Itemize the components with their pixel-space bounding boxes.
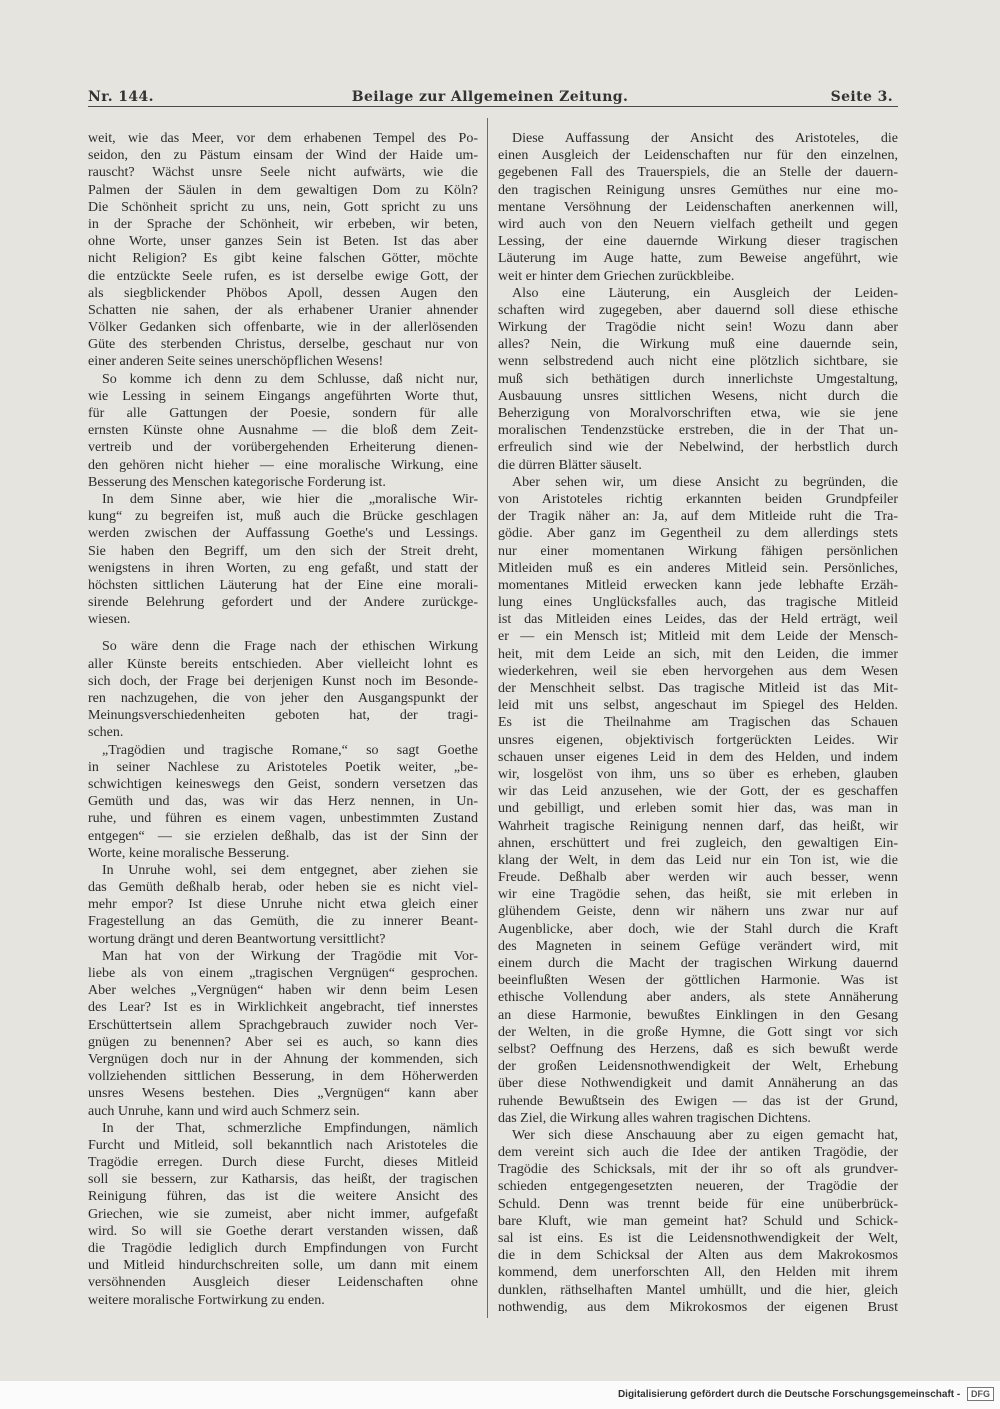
text-line: rauscht? Wächst unsre Seele nicht aufwärts, wie die — [88, 165, 478, 181]
text-line: einer anderen Seite seines unerschöpflichen Wesens! — [88, 354, 384, 370]
text-line: So komme ich denn zu dem Schlusse, daß nicht nur, — [102, 371, 478, 387]
text-line: dunklen, räthselhaften Mantel umhüllt, und die hier, gleich — [498, 1282, 898, 1298]
text-line: gegebenen Fall des Trauerspiels, die an Stelle der dauern- — [498, 165, 898, 181]
text-line: weitere moralische Fortwirkung zu enden. — [88, 1292, 325, 1308]
text-line: die entzückte Seele rufen, es ist derselbe ewige Gott, der — [88, 268, 478, 284]
text-line: den gehören nicht hieher — eine moralische Wirkung, eine — [88, 457, 478, 473]
paragraph — [88, 130, 478, 371]
text-line: Güte des sterbenden Christus, derselbe, geschaut nur von — [88, 337, 478, 353]
text-line: von Aristoteles richtig erkannten beiden Grundpfeiler — [498, 491, 898, 507]
text-line: Die Schönheit spricht zu uns, nein, Gott spricht zu uns — [88, 199, 478, 215]
text-line: gödie. Aber ganz im Gegentheil zu dem allerdings stets — [498, 526, 898, 542]
text-line: schen. — [88, 725, 124, 741]
text-line: moralischen Tendenzstücke erstreben, die in der That un- — [498, 423, 898, 439]
text-line: dem vereint sich auch die Idee der antiken Tragödie, der — [498, 1145, 898, 1161]
text-line: in der Sprache der Schönheit, wir erbeben, wir beten, — [88, 216, 478, 232]
text-line: auch Unruhe, kann und wird auch Schmerz sein. — [88, 1103, 360, 1119]
text-line: nicht Religion? Es gibt keine falschen Götter, möchte — [88, 251, 478, 267]
text-line: Aber sehen wir, um diese Ansicht zu begründen, die — [512, 474, 898, 490]
text-line: momentanes Mitleid erwecken kann jede lebhafte Erzäh- — [498, 577, 898, 593]
text-line: werden zwischen der Auffassung Goethe's und Lessings. — [88, 526, 478, 542]
text-line: das Gemüth deßhalb herab, oder heben sie es nicht viel- — [88, 880, 478, 896]
text-line: der Tragik näher an: Ja, auf dem Mitleide ruht die Tra- — [498, 509, 898, 525]
text-line: Wirkung der Tragödie nicht sein! Wozu dann aber — [498, 320, 898, 336]
text-line: Reinigung führen, das ist die weitere Ansicht des — [88, 1189, 478, 1205]
text-line: er — ein Mensch ist; Mitleid mit dem Leide der Mensch- — [498, 629, 898, 645]
text-line: ren nachzugehen, die von jeher den Ausgangspunkt der — [88, 691, 478, 706]
text-line: wir, losgelöst von ihm, uns so über es erheben, glauben — [498, 766, 898, 782]
text-line: erfreulich sind wie der Nebelwind, der herbstlich durch — [498, 440, 898, 456]
text-line: In der That, schmerzliche Empfindungen, nämlich — [102, 1120, 478, 1136]
text-line: klang der Welt, in dem das Leid nur ein Ton ist, wie die — [498, 852, 898, 868]
text-line: leid mit uns selbst, angeschaut im Spiegel des Helden. — [498, 698, 898, 714]
text-line: So wäre denn die Frage nach der ethischen Wirkung — [102, 639, 478, 655]
column-divider — [487, 118, 488, 1318]
issue-number: Nr. 144. — [88, 89, 154, 105]
text-line: Palmen der Säulen in dem gewaltigen Dom zu Köln? — [88, 182, 478, 198]
text-line: Man hat von der Wirkung der Tragödie mit Vor- — [102, 948, 478, 964]
text-line: ahnen, erschüttert und frei zugleich, den gewaltigen Ein- — [498, 835, 898, 851]
funding-note: Digitalisierung gefördert durch die Deutsche Forschungsgemeinschaft - — [617, 1389, 961, 1400]
text-line: ruhende Bewußtsein des Ewigen — das ist der Grund, — [498, 1093, 898, 1109]
text-line: mehr empor? Ist diese Unruhe nicht etwa gleich einer — [88, 897, 478, 913]
text-line: unsres eigenen, objektivisch fortgerückten Leides. Wir — [498, 732, 898, 748]
page-number: Seite 3. — [830, 89, 893, 105]
text-line: Griechen, wie sie zumeist, aber nicht immer, aufgefaßt — [88, 1206, 478, 1222]
text-line: Läuterung im Auge hatte, zum Beweise angeführt, wie — [498, 251, 898, 267]
paragraph — [498, 285, 898, 474]
paragraph — [88, 371, 478, 491]
text-line: In Unruhe wohl, sei dem entgegnet, aber ziehen sie — [102, 862, 478, 878]
text-line: schauen unser eigenes Leid in dem des Helden, und indem — [498, 749, 898, 765]
text-line: Furcht und Mitleid, soll bekanntlich nach Aristoteles die — [88, 1137, 478, 1153]
text-line: Augenblicke, aber doch, wie der Stahl durch die Kraft — [498, 921, 898, 937]
text-line: ethische Vollendung aber anders, als stete Annäherung — [498, 990, 898, 1006]
text-line: Diese Auffassung der Ansicht des Aristoteles, die — [512, 131, 898, 146]
text-line: liebe als von einem „tragischen Vergnügen“ gesprochen. — [88, 966, 478, 981]
text-line: aller Künste bereits entschieden. Aber vielleicht lohnt es — [88, 656, 478, 672]
text-line: In dem Sinne aber, wie hier die „moralische Wir- — [102, 491, 478, 507]
text-line: selbst? Oeffnung des Herzens, daß es sich bewußt werde — [498, 1041, 898, 1057]
text-line: Worte, keine moralische Besserung. — [88, 845, 290, 861]
text-line: kung“ zu begreifen ist, muß auch die Brücke geschlagen — [88, 509, 478, 525]
paragraph — [88, 948, 478, 1120]
text-line: Mitleiden muß es ein anderes Mitleid sein. Persönliches, — [498, 560, 898, 576]
text-line: wiesen. — [88, 612, 131, 628]
text-line: Vergnügen doch nur in der Ahnung der kommenden, sich — [88, 1051, 478, 1067]
text-line: Erschüttertsein allem Sprachgebrauch zuwider noch Ver- — [88, 1017, 478, 1033]
text-line: weit, wie das Meer, vor dem erhabenen Tempel des Po- — [88, 131, 478, 146]
text-line: Sie haben den Begriff, um den sich der Streit dreht, — [88, 543, 478, 559]
left-column — [88, 130, 478, 1309]
text-line: „Tragödien und tragische Romane,“ so sagt Goethe — [102, 742, 478, 758]
text-line: Schatten nie sahen, der als erhabener Uranier ahnender — [88, 302, 478, 318]
text-line: Lessing, der eine dauernde Wirkung dieser tragischen — [498, 234, 898, 250]
text-line: in seiner Nachlese zu Aristoteles Poetik weiter, „be- — [88, 759, 478, 775]
text-line: die in dem Schicksal der Alten aus dem Makrokosmos — [498, 1248, 898, 1264]
text-line: Fragestellung an das Gemüth, die zu innerer Beant- — [88, 914, 478, 930]
text-line: sirende Belehrung gefordert und der Andere zurückge- — [88, 595, 478, 611]
text-line: entgegen“ — sie erzielen deßhalb, das ist der Sinn der — [88, 828, 478, 844]
text-line: für alle Gattungen der Poesie, sondern für alle — [88, 406, 478, 421]
text-line: der großen Leidensnothwendigkeit der Welt, Erhebung — [498, 1059, 898, 1075]
paragraph — [88, 491, 478, 629]
text-line: wenigstens in ihren Worten, zu eng gefaßt, und statt der — [88, 560, 478, 576]
paragraph — [88, 1120, 478, 1309]
text-line: Meinungsverschiedenheiten geboten hat, der tragi- — [88, 708, 478, 724]
text-line: wird. So will sie Goethe derart verstanden wissen, daß — [88, 1223, 478, 1239]
text-line: wird auch von den Neuern vielfach getheilt und gegen — [498, 216, 898, 232]
header-rule — [88, 106, 898, 107]
text-line: sal ist eins. Es ist die Leidensnothwendigkeit der Welt, — [498, 1231, 898, 1246]
text-line: über diese Nothwendigkeit und damit Annäherung an das — [498, 1076, 898, 1092]
text-line: Es ist die Theilnahme am Tragischen das Schauen — [498, 715, 898, 731]
text-line: einen Ausgleich der Leidenschaften nur für den einzelnen, — [498, 148, 898, 164]
text-line: Wahrheit tragische Reinigung nennen darf, das heißt, wir — [498, 818, 898, 834]
text-line: Völker Gedanken sich offenbarte, wie in der allerlösenden — [88, 320, 478, 336]
paragraph — [88, 742, 478, 862]
text-line: gnügen zu benennen? Aber sei es auch, so kann dies — [88, 1034, 478, 1050]
text-line: unsres Wesens bestehen. Dies „Vergnügen“ kann aber — [88, 1086, 478, 1102]
text-line: als siegblickender Phöbos Apoll, dessen Augen den — [88, 285, 478, 301]
text-line: wie Lessing in seinem Eingangs angeführten Worte thut, — [88, 388, 478, 404]
text-line: wenn selbstredend auch nicht eine plötzlich sichtbare, sie — [498, 354, 898, 370]
paragraph — [498, 1127, 898, 1316]
text-line: das Ziel, die Wirkung alles wahren tragischen Dichtens. — [498, 1110, 811, 1126]
text-line: mentane Versöhnung der Leidenschaften anerkennen will, — [498, 199, 898, 215]
text-line: lung eines Unglücksfalles auch, das tragische Mitleid — [498, 595, 898, 611]
text-line: soll sie bessern, zur Katharsis, das heißt, der tragischen — [88, 1172, 478, 1188]
text-line: Beherzigung von Moralvorschriften etwa, wie sie jene — [498, 406, 898, 421]
text-line: schwichtigen keineswegs den Geist, sondern versetzen das — [88, 776, 478, 792]
text-line: vertreib und der vorübergehenden Erheiterung dienen- — [88, 440, 478, 456]
text-line: einem durch die Macht der tragischen Wirkung dauernd — [498, 956, 898, 971]
text-line: Tragödie des Schicksals, mit der ihr so oft als grundver- — [498, 1162, 898, 1178]
text-line: die dürren Blätter säuselt. — [498, 457, 642, 473]
supplement-title: Beilage zur Allgemeinen Zeitung. — [351, 89, 629, 105]
text-line: bare Kluft, wie man gemeint hat? Schuld und Schick- — [498, 1213, 898, 1229]
text-line: höchsten sittlichen Läuterung hat der Eine eine morali- — [88, 577, 478, 593]
paragraph — [498, 130, 898, 285]
paragraph — [88, 862, 478, 948]
text-line: nur einer momentanen Wirkung fähigen persönlichen — [498, 543, 898, 559]
text-line: den tragischen Reinigung unsres Gemüthes nur eine mo- — [498, 182, 898, 198]
text-line: Also eine Läuterung, ein Ausgleich der Leiden- — [512, 285, 898, 301]
text-line: beeinflußten Wesen der göttlichen Harmonie. Was ist — [498, 973, 898, 989]
paragraph — [88, 638, 478, 741]
text-line: Besserung des Menschen kategorische Forderung ist. — [88, 474, 386, 490]
right-column — [498, 130, 898, 1316]
text-line: ernsten Künste ohne Ausnahme — die bloß dem Zeit- — [88, 423, 478, 439]
text-line: schaften wird zugegeben, aber dauernd soll diese ethische — [498, 302, 898, 318]
text-line: des Magneten in seinem Gefüge verändert wird, mit — [498, 938, 898, 954]
dfg-logo: DFG — [967, 1387, 994, 1401]
text-line: Schuld. Denn was trennt beide für eine unüberbrück- — [498, 1196, 898, 1212]
text-line: kommend, dem unerforschten All, den Helden mit ihrem — [498, 1265, 898, 1281]
text-line: Wer sich diese Anschauung aber zu eigen gemacht hat, — [512, 1127, 898, 1143]
text-line: ist das Mitleiden eines Leides, das der Held erträgt, weil — [498, 612, 898, 628]
digitization-footer — [0, 1381, 1000, 1409]
text-line: die Tragödie lediglich durch Empfindungen von Furcht — [88, 1241, 478, 1256]
text-line: der Welten, in die große Hymne, die Gott singt vor sich — [498, 1024, 898, 1040]
text-line: glühendem Geiste, denn wir nähern uns zwar nur auf — [498, 904, 898, 920]
text-line: Ausbauung unsres sittlichen Wesens, nicht durch die — [498, 388, 898, 404]
text-line: an diese Harmonie, bewußtes Einklingen in den Gesang — [498, 1007, 898, 1023]
text-line: nothwendig, aus dem Mikrokosmos der eigenen Brust — [498, 1299, 898, 1315]
text-line: ruhe, und führen es einem vagen, unbestimmten Zustand — [88, 811, 478, 827]
paragraph — [498, 474, 898, 1127]
text-line: Freude. Deßhalb aber werden wir auch besser, wenn — [498, 870, 898, 886]
text-line: der Menschheit selbst. Das tragische Mitleid ist das Mit- — [498, 681, 898, 696]
text-line: Gemüth und das, was wir das Herz nennen, in Un- — [88, 794, 478, 810]
text-line: alles? Nein, die Wirkung muß eine dauernde sein, — [498, 337, 898, 353]
text-line: versöhnenden Ausgleich dieser Leidenschaften ohne — [88, 1275, 478, 1291]
text-line: wiederkehren, weil sie eben hervorgehen aus dem Wesen — [498, 663, 898, 679]
text-line: des Lear? Ist es in Wirklichkeit angebracht, tief innerstes — [88, 1000, 478, 1016]
text-line: wir eine Tragödie sehen, das heißt, sie mit erleben in — [498, 887, 898, 903]
text-line: heit, mit dem Leide an sich, mit den Leiden, die immer — [498, 646, 898, 662]
text-line: seidon, den zu Pästum einsam der Wind der Haide um- — [88, 148, 478, 164]
text-line: wir das Leid anzusehen, wie der Gott, der es geschaffen — [498, 784, 898, 800]
text-line: schieden entgegengesetzten neueren, der Tragödie der — [498, 1179, 898, 1195]
text-line: weit er hinter dem Griechen zurückbleibe. — [498, 268, 735, 284]
text-line: vollziehenden sittlichen Besserung, in dem Höherwerden — [88, 1069, 478, 1085]
text-line: Aber welches „Vergnügen“ haben wir denn beim Lesen — [88, 983, 478, 999]
text-line: sich doch, der Frage bei derjenigen Kunst noch im Besonde- — [88, 673, 478, 689]
text-line: wortung drängt und deren Beantwortung versittlicht? — [88, 931, 386, 947]
text-line: Tragödie erregen. Durch diese Furcht, dieses Mitleid — [88, 1155, 478, 1171]
text-line: und gebilligt, und erleben somit hier das, was man in — [498, 801, 898, 817]
text-line: und Mitleid hindurchschreiten solle, um dann mit einem — [88, 1258, 478, 1274]
text-line: muß sich bethätigen durch innerlichste Umgestaltung, — [498, 371, 898, 387]
text-line: ohne Worte, unser ganzes Sein ist Beten. Ist das aber — [88, 234, 478, 250]
